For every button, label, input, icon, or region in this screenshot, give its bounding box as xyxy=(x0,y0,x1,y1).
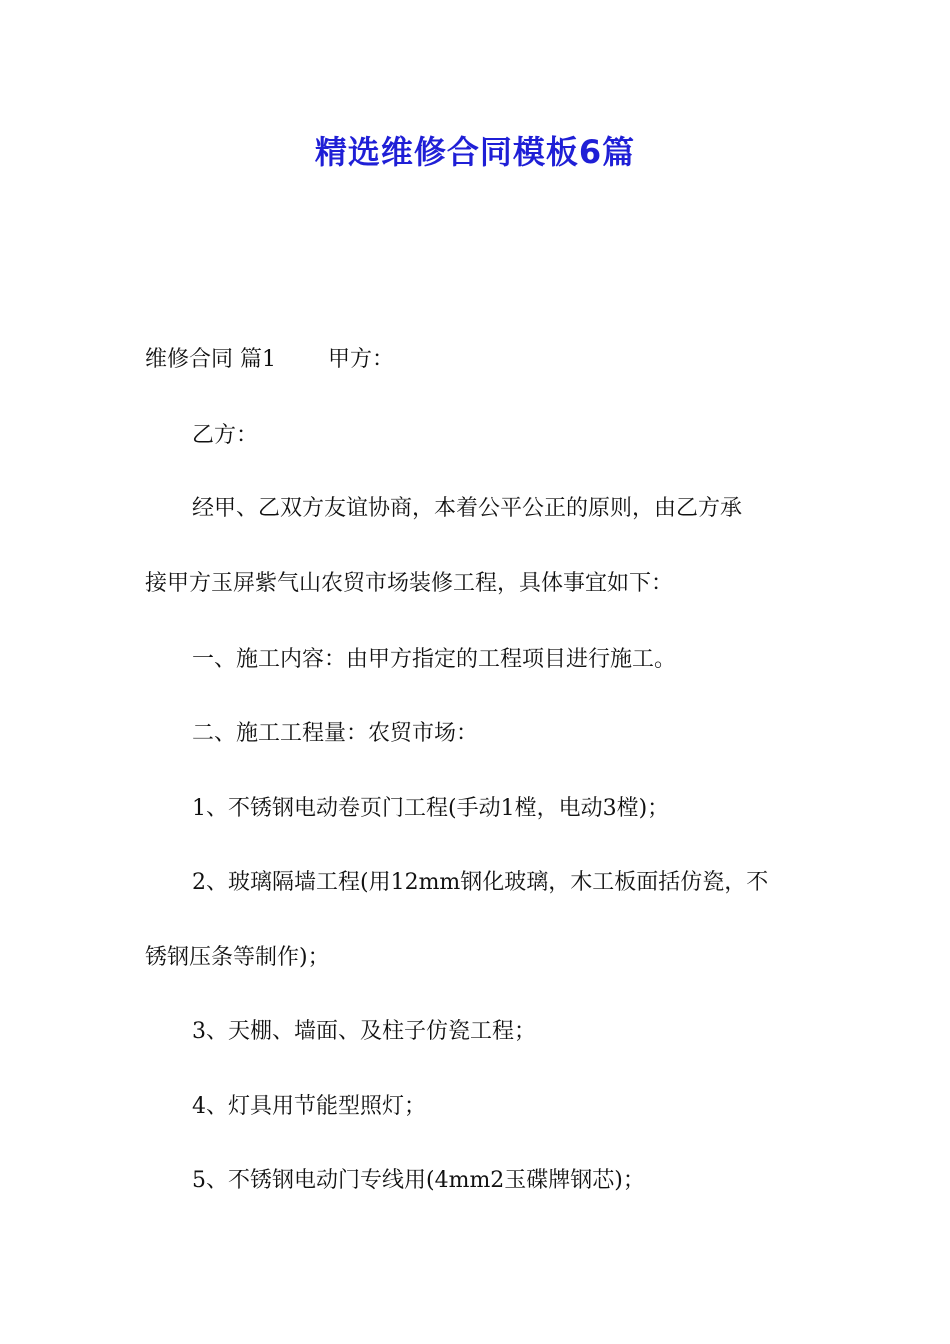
body-paragraph-line: 经甲、乙双方友谊协商，本着公平公正的原则，由乙方承 xyxy=(192,496,743,521)
list-item: 2、玻璃隔墙工程(用12mm钢化玻璃，木工板面括仿瓷，不 xyxy=(192,870,769,895)
clause-construction-content: 一、施工内容：由甲方指定的工程项目进行施工。 xyxy=(192,647,677,672)
body-paragraph-line: 接甲方玉屏紫气山农贸市场装修工程，具体事宜如下： xyxy=(145,571,674,596)
list-item: 5、不锈钢电动门专线用(4mm2玉碟牌钢芯)； xyxy=(192,1168,645,1193)
party-b-label: 乙方： xyxy=(192,423,259,448)
party-a-label: 甲方： xyxy=(328,347,395,372)
list-item-continuation: 锈钢压条等制作)； xyxy=(145,945,330,970)
clause-construction-quantity: 二、施工工程量：农贸市场： xyxy=(192,721,479,746)
contract-heading: 维修合同 篇1 xyxy=(145,347,276,372)
document-title: 精选维修合同模板6篇 xyxy=(314,133,636,171)
list-item: 4、灯具用节能型照灯； xyxy=(192,1094,426,1119)
contract-heading-line xyxy=(145,345,825,375)
list-item: 3、天棚、墙面、及柱子仿瓷工程； xyxy=(192,1019,536,1044)
list-item: 1、不锈钢电动卷页门工程(手动1樘，电动3樘)； xyxy=(192,796,670,821)
